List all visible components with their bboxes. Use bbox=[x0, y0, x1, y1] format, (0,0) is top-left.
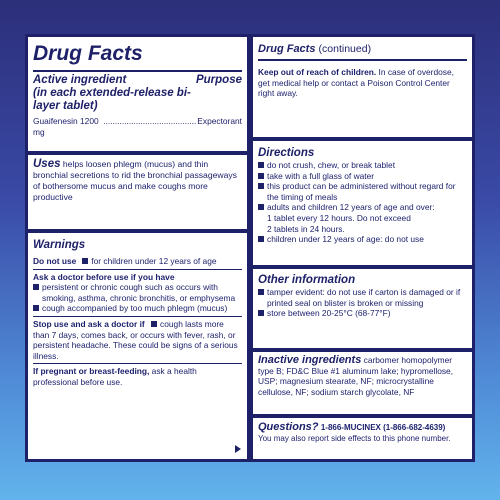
questions-text: You may also report side effects to this phone number. bbox=[258, 433, 451, 443]
stop-use-text: cough lasts more than 7 days, comes back, or occurs with fever, rash, or persistent headache. These could be signs of a serious illness. bbox=[33, 318, 238, 361]
other-information-heading: Other information bbox=[258, 274, 356, 286]
list-item: persistent or chronic cough such as occurs with smoking, asthma, chronic bronchitis, or emphysema bbox=[33, 282, 242, 303]
do-not-use-label: Do not use bbox=[33, 256, 77, 266]
list-item: do not crush, chew, or break tablet bbox=[258, 160, 467, 171]
bullet-icon bbox=[258, 173, 264, 179]
list-item: take with a full glass of water bbox=[258, 171, 467, 182]
list-item: store between 20-25°C (68-77°F) bbox=[258, 308, 467, 319]
questions-phone: 1-866-MUCINEX (1-866-682-4639) bbox=[320, 423, 446, 432]
ingredient-purpose: Expectorant bbox=[197, 116, 242, 126]
title-rule bbox=[33, 70, 242, 72]
leader-dots: ........................................ bbox=[103, 116, 197, 126]
list-item: cough accompanied by too much phlegm (mucus) bbox=[33, 303, 242, 314]
bullet-icon bbox=[258, 183, 264, 189]
continued-suffix: (continued) bbox=[318, 43, 372, 55]
bullet-icon bbox=[258, 204, 264, 210]
do-not-use-text: for children under 12 years of age bbox=[91, 256, 217, 266]
active-ingredient-box bbox=[28, 37, 247, 151]
pregnant-paragraph bbox=[33, 366, 242, 387]
stop-use-label: Stop use and ask a doctor if bbox=[33, 318, 145, 329]
purpose-heading: Purpose bbox=[195, 74, 242, 86]
continued-heading: Drug Facts bbox=[258, 43, 316, 55]
keep-out-paragraph bbox=[258, 67, 467, 99]
inactive-ingredients-heading: Inactive ingredients bbox=[258, 354, 362, 366]
bullet-icon bbox=[258, 162, 264, 168]
uses-text: helps loosen phlegm (mucus) and thin bronchial secretions to rid the bronchial passageways of bothersome mucus and make coughs more productive bbox=[33, 159, 237, 202]
keep-out-text: In case of overdose, get medical help or contact a Poison Control Center right away. bbox=[258, 67, 454, 99]
divider bbox=[33, 363, 242, 364]
pregnant-label: If pregnant or breast-feeding, bbox=[33, 366, 150, 377]
drug-facts-panel bbox=[25, 34, 475, 462]
continue-arrow-icon bbox=[235, 445, 241, 453]
questions-box bbox=[253, 418, 472, 459]
other-information-box bbox=[253, 269, 472, 348]
continued-rule bbox=[258, 59, 467, 61]
keep-out-label: Keep out of reach of children. bbox=[258, 67, 377, 77]
questions-heading: Questions? bbox=[258, 421, 319, 433]
bullet-icon bbox=[258, 310, 264, 316]
directions-box bbox=[253, 141, 472, 265]
list-subitem: 1 tablet every 12 hours. Do not exceed bbox=[267, 212, 411, 223]
uses-box bbox=[28, 155, 247, 229]
inactive-ingredients-box bbox=[253, 352, 472, 414]
inactive-ingredients-text: carbomer homopolymer type B; FD&C Blue #1 aluminum lake; hypromellose, USP; magnesium stearate, NF; microcrystalline cellulose, NF; sodium starch glycolate, NF bbox=[258, 355, 454, 397]
bullet-icon bbox=[82, 258, 88, 264]
drug-facts-title: Drug Facts bbox=[33, 42, 143, 65]
active-ingredient-heading: Active ingredient bbox=[33, 74, 127, 86]
keep-out-box bbox=[253, 37, 472, 137]
directions-heading: Directions bbox=[258, 147, 315, 159]
pregnant-text: ask a health professional before use. bbox=[33, 366, 197, 387]
active-ingredient-subheading: (in each extended-release bi-layer tablet) bbox=[33, 87, 191, 112]
bullet-icon bbox=[258, 289, 264, 295]
list-subitem: 2 tablets in 24 hours. bbox=[267, 223, 345, 234]
uses-heading: Uses bbox=[33, 158, 61, 170]
warnings-box bbox=[28, 233, 247, 459]
list-item: tamper evident: do not use if carton is damaged or if printed seal on blister is broken or missing bbox=[258, 287, 467, 308]
list-item: children under 12 years of age: do not use bbox=[258, 234, 467, 245]
bullet-icon bbox=[151, 321, 157, 327]
list-item: this product can be administered without regard for the timing of meals bbox=[258, 181, 467, 202]
ingredient-name: Guaifenesin 1200 mg bbox=[33, 116, 99, 137]
list-item: adults and children 12 years of age and over: bbox=[258, 202, 467, 213]
ask-doctor-heading: Ask a doctor before use if you have bbox=[33, 271, 175, 282]
stop-use-paragraph bbox=[33, 319, 242, 361]
bullet-icon bbox=[33, 305, 39, 311]
warnings-heading: Warnings bbox=[33, 239, 86, 251]
divider bbox=[33, 269, 242, 270]
bullet-icon bbox=[258, 236, 264, 242]
bullet-icon bbox=[33, 284, 39, 290]
divider bbox=[33, 316, 242, 317]
